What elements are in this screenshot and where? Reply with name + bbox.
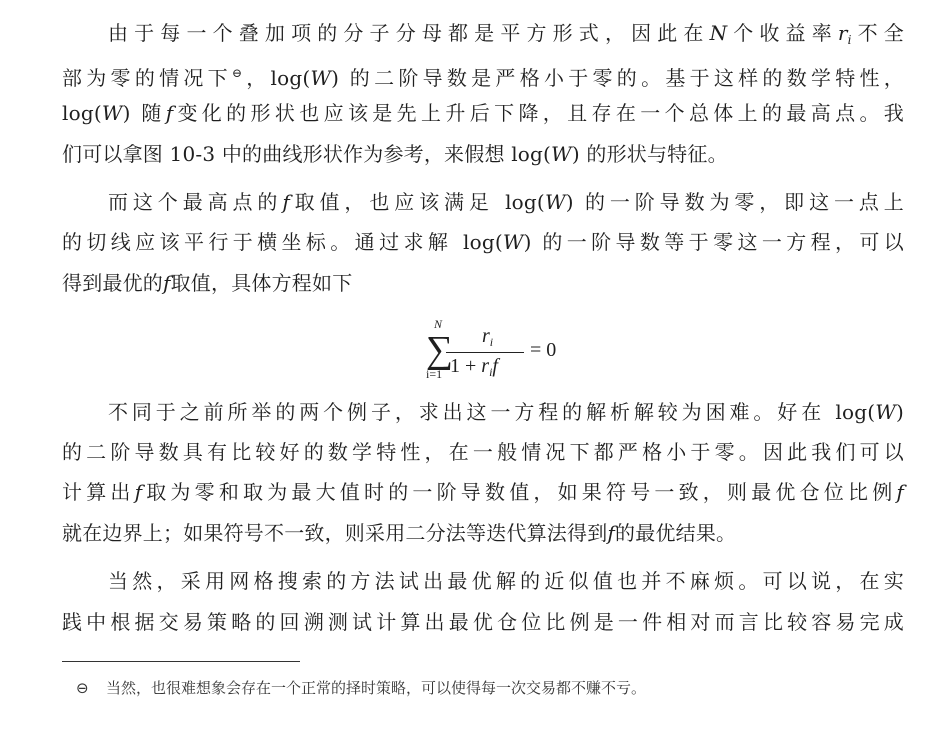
p2-line1: 而这个最高点的f取值，也应该满足 log(W) 的一阶导数为零，即这一点上: [108, 190, 904, 214]
p3-line1: 不同于之前所举的两个例子，求出这一方程的解析解较为困难。好在 log(W): [108, 400, 904, 424]
denominator: $1 + r_if$: [450, 355, 498, 379]
p1-line1: 由于每一个叠加项的分子分母都是平方形式，因此在N个收益率$r_i$不全: [108, 21, 904, 47]
numerator: $r_i$: [482, 325, 494, 349]
footnote: [76, 678, 647, 698]
p3-line4: 就在边界上；如果符号不一致，则采用二分法等迭代算法得到f的最优结果。: [62, 521, 737, 545]
kelly-equation: [418, 319, 578, 389]
fraction-bar: [446, 352, 524, 353]
p3-line2: 的二阶导数具有比较好的数学特性，在一般情况下都严格小于零。因此我们可以: [62, 440, 904, 464]
footnote-mark: ⊖: [76, 679, 89, 697]
p4-line2: 践中根据交易策略的回溯测试计算出最优仓位比例是一件相对而言比较容易完成: [62, 610, 904, 634]
p1-line3: log(W) 随f变化的形状也应该是先上升后下降，且存在一个总体上的最高点。我: [62, 101, 904, 125]
p2-line3: 得到最优的f取值，具体方程如下: [62, 271, 353, 295]
footnote-divider: [62, 661, 300, 662]
p3-line3: 计算出f取为零和取为最大值时的一阶导数值，如果符号一致，则最优仓位比例f: [62, 480, 904, 504]
footnote-text: 当然，也很难想象会存在一个正常的择时策略，可以使得每一次交易都不赚不亏。: [106, 679, 647, 697]
p1-line4: 们可以拿图 10-3 中的曲线形状作为参考，来假想 log(W) 的形状与特征。: [62, 142, 728, 166]
sum-lower-limit: i=1: [426, 367, 443, 381]
footnote-ref: ⊖: [231, 66, 243, 80]
sum-upper-limit: N: [434, 317, 443, 331]
equation-rhs: = 0: [530, 339, 557, 361]
p2-line2: 的切线应该平行于横坐标。通过求解 log(W) 的一阶导数等于零这一方程，可以: [62, 230, 904, 254]
sum-symbol: ∑: [426, 329, 454, 371]
p1-line2: 部为零的情况下⊖，log(W) 的二阶导数是严格小于零的。基于这样的数学特性，: [62, 66, 905, 90]
p4-line1: 当然，采用网格搜索的方法试出最优解的近似值也并不麻烦。可以说，在实: [108, 569, 904, 593]
